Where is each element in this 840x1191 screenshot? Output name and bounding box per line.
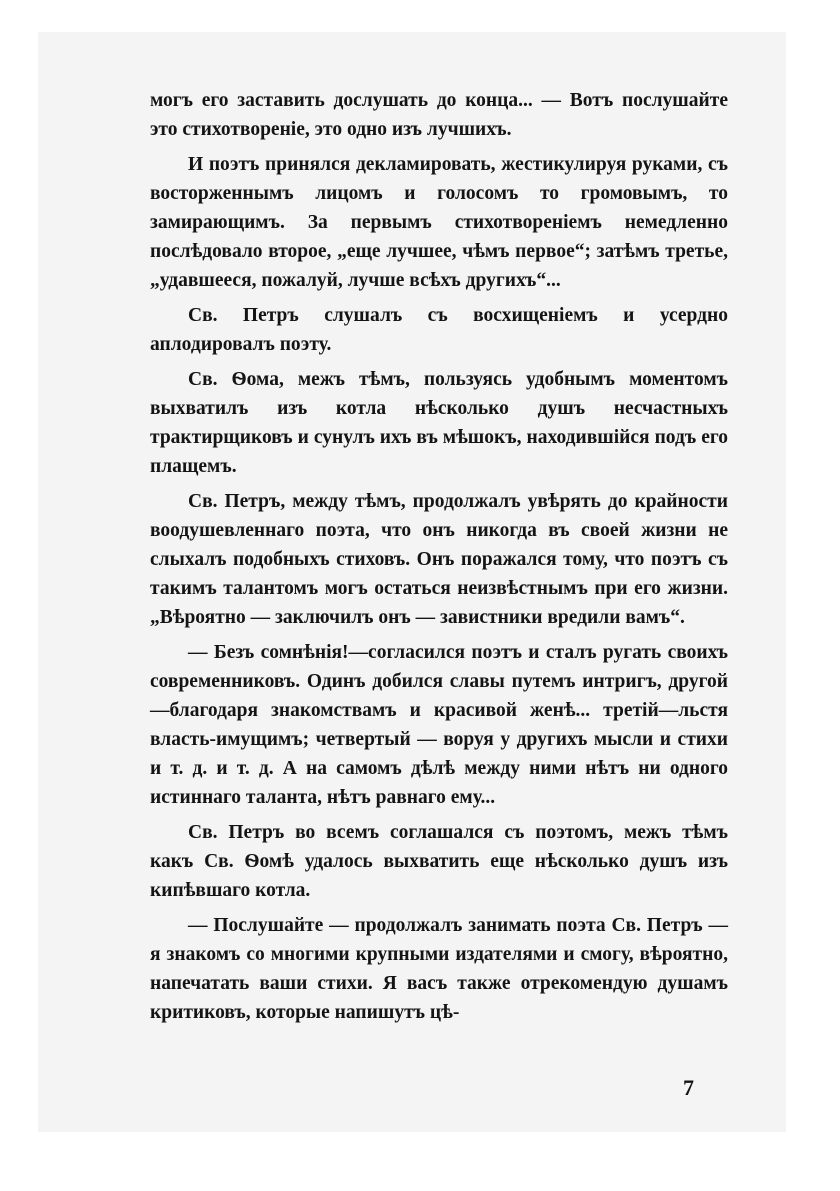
page-number: 7 [683, 1075, 694, 1100]
paragraph: И поэтъ принялся декламировать, жестикулируя руками, съ восторженнымъ лицомъ и голосомъ то громовымъ, то замирающимъ. За первымъ стихотвореніемъ немедленно послѣдовало второе, „еще лучшее, чѣмъ первое“; затѣмъ третье, „удавшееся, пожалуй, лучше всѣхъ другихъ“... [150, 154, 728, 291]
paragraph: Св. Петръ, между тѣмъ, продолжалъ увѣрять до крайности воодушевленнаго поэта, что онъ никогда въ своей жизни не слыхалъ подобныхъ стиховъ. Онъ поражался тому, что поэтъ съ такимъ талантомъ могъ остаться неизвѣстнымъ при его жизни. „Вѣроятно — заключилъ онъ — завистники вредили вамъ“. [150, 491, 728, 628]
paragraph: Св. Ѳома, межъ тѣмъ, пользуясь удобнымъ моментомъ выхватилъ изъ котла нѣсколько душъ несчастныхъ трактирщиковъ и сунулъ ихъ въ мѣшокъ, находившійся подъ его плащемъ. [150, 369, 728, 477]
page-body [150, 86, 728, 1033]
paragraph: Св. Петръ слушалъ съ восхищеніемъ и усердно аплодировалъ поэту. [150, 305, 728, 355]
paragraph: могъ его заставить дослушать до конца... — Вотъ послушайте это стихотвореніе, это одно изъ лучшихъ. [150, 90, 728, 140]
paragraph: Св. Петръ во всемъ соглашался съ поэтомъ, межъ тѣмъ какъ Св. Ѳомѣ удалось выхватить еще нѣсколько душъ изъ кипѣвшаго котла. [150, 822, 728, 901]
paragraph: — Послушайте — продолжалъ занимать поэта Св. Петръ — я знакомъ со многими крупными издателями и смогу, вѣроятно, напечатать ваши стихи. Я васъ также отрекомендую душамъ критиковъ, которые напишутъ цѣ- [150, 915, 728, 1023]
paragraph: — Безъ сомнѣнія!—согласился поэтъ и сталъ ругать своихъ современниковъ. Одинъ добился славы путемъ интригъ, другой—благодаря знакомствамъ и красивой женѣ... третій—льстя власть-имущимъ; четвертый — воруя у другихъ мысли и стихи и т. д. и т. д. А на самомъ дѣлѣ между ними нѣтъ ни одного истиннаго таланта, нѣтъ равнаго ему... [150, 642, 728, 808]
